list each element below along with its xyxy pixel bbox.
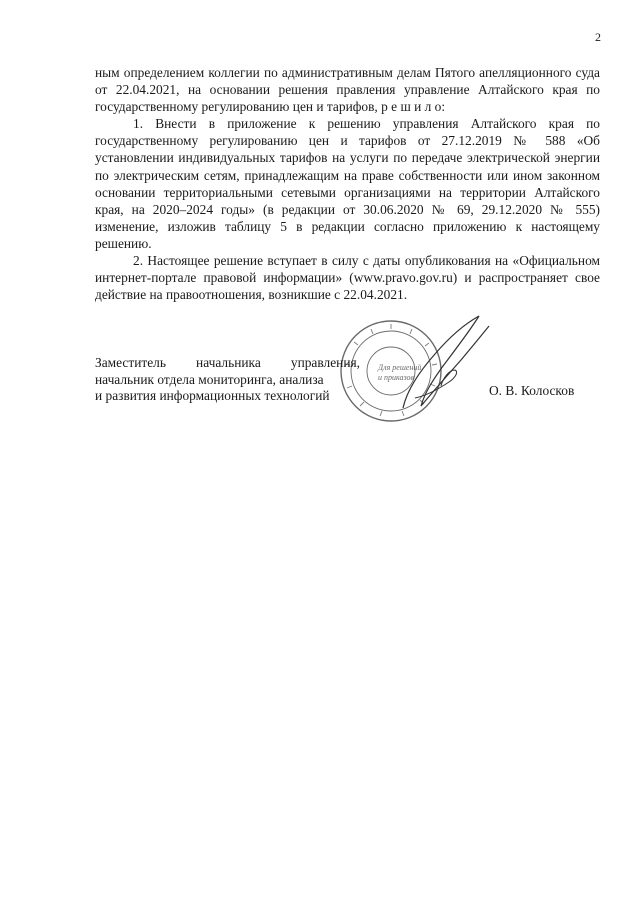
page-number: 2 [595,30,601,44]
stamp-inner-text-line-2: и приказов [378,373,415,382]
stamp-inner-text-line-1: Для решений [378,363,422,372]
signatory-title-line-1: Заместитель начальника управления, [95,355,360,370]
paragraph-item-1: 1. Внести в приложение к решению управления Алтайского края по государственному регулированию цен и тарифов от 27.12.2019 № 588 «Об установлении индивидуальных тарифов на услуги по передаче электрической энергии по электрическим сетям, принадлежащим на праве собственности или ином законном основании территориальными сетевыми организациями на территории Алтайского края, на 2020–2024 годы» (в редакции от 30.06.2020 № 69, 29.12.2020 № 555) изменение, изложив таблицу 5 в редакции согласно приложению к настоящему решению. [95,116,600,251]
document-body [95,64,600,303]
paragraph-item-2: 2. Настоящее решение вступает в силу с даты опубликования на «Официальном интернет-портале правовой информации» (www.pravo.gov.ru) и распространяет свое действие на правоотношения, возникшие с 22.04.2021. [95,253,600,303]
signatory-title [95,355,360,405]
signatory-title-line-2: начальник отдела мониторинга, анализа [95,371,324,387]
signature-block [95,355,600,415]
paragraph-intro: ным определением коллегии по административным делам Пятого апелляционного суда от 22.04.2021, на основании решения правления управление Алтайского края по государственному регулированию цен и тарифов, р е ш и л о: [95,65,600,115]
signatory-title-line-3: и развития информационных технологий [95,388,330,403]
signatory-name: О. В. Колосков [489,383,575,398]
